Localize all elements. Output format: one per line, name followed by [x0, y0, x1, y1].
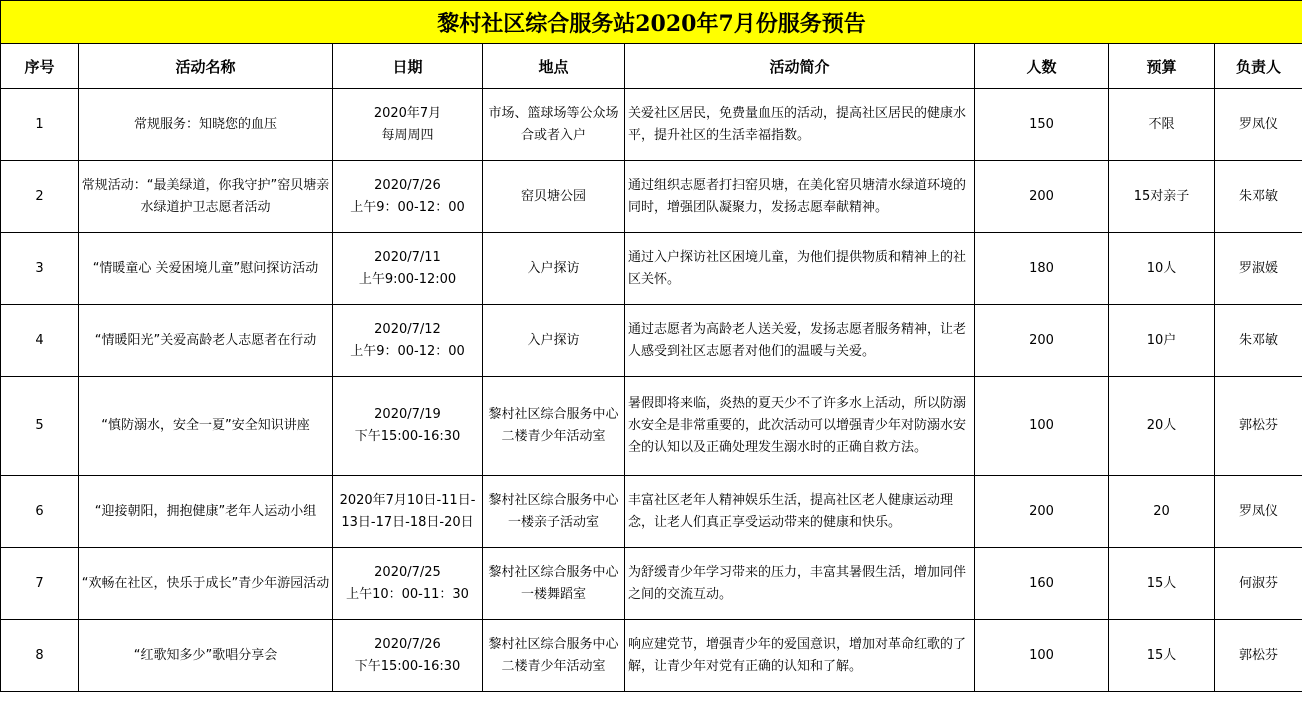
table-row: [1, 233, 1302, 305]
cell-budget[interactable]: 20: [1109, 476, 1215, 548]
place-line-2: 二楼青少年活动室: [501, 429, 606, 444]
header-budget[interactable]: 预算: [1109, 44, 1215, 89]
place-line-1: 入户探访: [527, 332, 580, 348]
cell-no[interactable]: 1: [1, 89, 79, 161]
place-line-1: 黎村社区综合服务中心: [488, 564, 619, 580]
header-person[interactable]: 负责人: [1215, 44, 1302, 89]
date-line-2: 下午15:00-16:30: [354, 429, 461, 444]
cell-budget[interactable]: 不限: [1109, 89, 1215, 161]
place-line-1: 黎村社区综合服务中心: [488, 407, 619, 422]
date-line-1: 2020/7/12: [374, 321, 441, 337]
cell-budget[interactable]: 15对亲子: [1109, 161, 1215, 233]
cell-no[interactable]: 8: [1, 620, 79, 692]
cell-desc[interactable]: 丰富社区老年人精神娱乐生活，提高社区老人健康运动理念，让老人们真正享受运动带来的健康和快乐。: [625, 476, 975, 548]
cell-desc[interactable]: 为舒缓青少年学习带来的压力，丰富其暑假生活，增加同伴之间的交流互动。: [625, 548, 975, 620]
cell-no[interactable]: 5: [1, 377, 79, 476]
page-title[interactable]: 黎村社区综合服务站2020年7月份服务预告: [1, 1, 1302, 44]
place-line-1: 窑贝塘公园: [520, 188, 586, 204]
table-row: [1, 305, 1302, 377]
cell-budget[interactable]: 15人: [1109, 620, 1215, 692]
cell-people[interactable]: 160: [975, 548, 1109, 620]
cell-place[interactable]: [483, 89, 625, 161]
date-line-2: 上午9：00-12：00: [350, 343, 465, 359]
table-row: [1, 377, 1302, 476]
cell-person[interactable]: 何淑芬: [1215, 548, 1302, 620]
place-line-2: 一楼亲子活动室: [507, 514, 599, 530]
date-line-2: 上午9：00-12：00: [350, 199, 465, 215]
place-line-2: 一楼舞蹈室: [520, 586, 586, 602]
table-row: [1, 620, 1302, 692]
cell-name[interactable]: 常规活动：“最美绿道，你我守护”窑贝塘亲水绿道护卫志愿者活动: [79, 161, 333, 233]
cell-desc[interactable]: 响应建党节，增强青少年的爱国意识，增加对革命红歌的了解，让青少年对党有正确的认知和了解。: [625, 620, 975, 692]
header-desc[interactable]: 活动简介: [625, 44, 975, 89]
cell-place[interactable]: [483, 620, 625, 692]
place-line-1: 入户探访: [527, 260, 580, 276]
place-line-1: 市场、篮球场等公众场: [488, 105, 619, 121]
cell-name[interactable]: “慎防溺水，安全一夏”安全知识讲座: [79, 377, 333, 476]
header-place[interactable]: 地点: [483, 44, 625, 89]
cell-no[interactable]: 3: [1, 233, 79, 305]
header-people[interactable]: 人数: [975, 44, 1109, 89]
cell-budget[interactable]: 15人: [1109, 548, 1215, 620]
date-line-1: 2020/7/26: [374, 177, 441, 193]
date-line-1: 2020/7/19: [374, 407, 441, 422]
cell-person[interactable]: 朱邓敏: [1215, 161, 1302, 233]
cell-name[interactable]: “迎接朝阳，拥抱健康”老年人运动小组: [79, 476, 333, 548]
table-row: [1, 161, 1302, 233]
table-row: [1, 548, 1302, 620]
place-line-1: 黎村社区综合服务中心: [488, 636, 619, 652]
date-line-1: 2020/7/26: [374, 636, 441, 652]
cell-place[interactable]: [483, 305, 625, 377]
place-line-2: 二楼青少年活动室: [501, 658, 606, 674]
cell-people[interactable]: 100: [975, 620, 1109, 692]
cell-budget[interactable]: 10户: [1109, 305, 1215, 377]
header-date[interactable]: 日期: [333, 44, 483, 89]
cell-date[interactable]: [333, 305, 483, 377]
table-row: [1, 89, 1302, 161]
cell-people[interactable]: 200: [975, 476, 1109, 548]
cell-desc[interactable]: 关爱社区居民，免费量血压的活动，提高社区居民的健康水平，提升社区的生活幸福指数。: [625, 89, 975, 161]
cell-date[interactable]: [333, 233, 483, 305]
cell-person[interactable]: 罗凤仪: [1215, 89, 1302, 161]
date-line-2: 上午10：00-11：30: [346, 586, 469, 602]
cell-date[interactable]: [333, 476, 483, 548]
date-line-2: 下午15:00-16:30: [354, 658, 461, 674]
cell-desc[interactable]: 通过志愿者为高龄老人送关爱，发扬志愿者服务精神，让老人感受到社区志愿者对他们的温暖与关爱。: [625, 305, 975, 377]
cell-date[interactable]: [333, 620, 483, 692]
cell-name[interactable]: “欢畅在社区，快乐于成长”青少年游园活动: [79, 548, 333, 620]
cell-person[interactable]: 郭松芬: [1215, 620, 1302, 692]
cell-desc[interactable]: 暑假即将来临，炎热的夏天少不了许多水上活动，所以防溺水安全是非常重要的，此次活动可以增强青少年对防溺水安全的认知以及正确处理发生溺水时的正确自救方法。: [625, 377, 975, 476]
date-line-1: 2020/7/25: [374, 564, 441, 580]
cell-people[interactable]: 200: [975, 161, 1109, 233]
place-line-1: 黎村社区综合服务中心: [488, 492, 619, 508]
cell-date[interactable]: [333, 89, 483, 161]
cell-people[interactable]: 180: [975, 233, 1109, 305]
cell-name[interactable]: “情暖童心 关爱困境儿童”慰问探访活动: [79, 233, 333, 305]
cell-people[interactable]: 100: [975, 377, 1109, 476]
cell-person[interactable]: 罗淑媛: [1215, 233, 1302, 305]
cell-no[interactable]: 6: [1, 476, 79, 548]
cell-person[interactable]: 朱邓敏: [1215, 305, 1302, 377]
date-line-1: 2020年7月10日-11日-: [339, 492, 476, 508]
date-line-2: 上午9:00-12:00: [358, 271, 457, 287]
cell-date[interactable]: [333, 548, 483, 620]
cell-people[interactable]: 150: [975, 89, 1109, 161]
cell-name[interactable]: “情暖阳光”关爱高龄老人志愿者在行动: [79, 305, 333, 377]
title-row: [1, 1, 1302, 44]
cell-place[interactable]: [483, 548, 625, 620]
header-no[interactable]: 序号: [1, 44, 79, 89]
cell-budget[interactable]: 10人: [1109, 233, 1215, 305]
cell-place[interactable]: [483, 377, 625, 476]
cell-no[interactable]: 7: [1, 548, 79, 620]
header-name[interactable]: 活动名称: [79, 44, 333, 89]
cell-date[interactable]: [333, 377, 483, 476]
cell-no[interactable]: 4: [1, 305, 79, 377]
date-line-1: 2020/7/11: [374, 249, 441, 265]
cell-place[interactable]: [483, 233, 625, 305]
cell-name[interactable]: “红歌知多少”歌唱分享会: [79, 620, 333, 692]
cell-people[interactable]: 200: [975, 305, 1109, 377]
cell-name[interactable]: 常规服务：知晓您的血压: [79, 89, 333, 161]
cell-desc[interactable]: 通过组织志愿者打扫窑贝塘，在美化窑贝塘清水绿道环境的同时，增强团队凝聚力，发扬志愿奉献精神。: [625, 161, 975, 233]
cell-desc[interactable]: 通过入户探访社区困境儿童，为他们提供物质和精神上的社区关怀。: [625, 233, 975, 305]
cell-person[interactable]: 罗凤仪: [1215, 476, 1302, 548]
cell-person[interactable]: 郭松芬: [1215, 377, 1302, 476]
cell-place[interactable]: [483, 476, 625, 548]
date-line-2: 每周周四: [381, 127, 434, 143]
cell-no[interactable]: 2: [1, 161, 79, 233]
date-line-2: 13日-17日-18日-20日: [341, 514, 474, 530]
place-line-2: 合或者入户: [520, 127, 586, 143]
cell-place[interactable]: [483, 161, 625, 233]
cell-budget[interactable]: 20人: [1109, 377, 1215, 476]
date-line-1: 2020年7月: [373, 105, 442, 121]
cell-date[interactable]: [333, 161, 483, 233]
table-row: [1, 476, 1302, 548]
header-row: [1, 44, 1302, 89]
